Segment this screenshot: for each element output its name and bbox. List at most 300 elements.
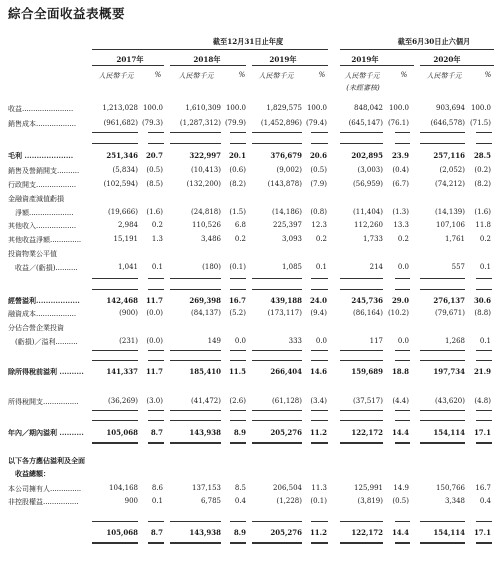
cell-value: 105,068 [106,428,138,437]
header-year-rule-5 [420,65,494,66]
cell-value: 23.9 [391,151,409,160]
total-rule [340,521,383,522]
row-label: 銷售及營銷開支.......... [8,167,80,175]
cell-value: (6.7) [392,180,409,188]
cell-value: 439,188 [270,296,302,305]
cell-value: 8.7 [150,428,163,437]
unit-2018: 人民幣千元 [178,72,214,80]
cell-value: (3.4) [310,397,327,405]
cell-value: 11.3 [311,484,327,492]
cell-value: 20.1 [228,151,246,160]
row-label: (虧損)／溢利.......... [8,338,78,346]
total-rule [395,360,410,361]
total-rule [340,132,383,133]
total-rule [395,420,410,421]
cell-value: 1,085 [281,263,302,271]
cell-value: (7.9) [310,180,327,188]
total-rule [476,278,492,279]
cell-value: 105,068 [106,528,138,537]
total-rule [476,350,492,351]
cell-value: (0.6) [229,166,246,174]
total-rule [395,442,410,444]
cell-value: (37,517) [353,397,383,405]
cell-value: (900) [119,309,138,317]
total-rule [252,420,302,421]
header-year-rule-1 [92,65,164,66]
row-label: 融資成本.................. [8,310,77,318]
total-rule [252,278,302,279]
total-rule [420,410,465,411]
cell-value: (0.8) [310,208,327,216]
cell-value: (10,413) [191,166,221,174]
cell-value: 13.3 [393,221,409,229]
total-rule [476,360,492,361]
cell-value: 257,116 [433,151,465,160]
cell-value: 1,268 [444,337,465,345]
cell-value: (14,186) [272,208,302,216]
row-label: 除所得稅前溢利 .......... [8,367,84,376]
cell-value: 30.6 [473,296,491,305]
total-rule [311,278,328,279]
cell-value: (0.5) [392,497,409,505]
cell-value: 376,679 [270,151,302,160]
cell-value: 269,398 [189,296,221,305]
cell-value: 1,733 [362,235,383,243]
total-rule [92,420,138,421]
cell-value: (3,819) [357,497,383,505]
cell-value: 0.1 [479,337,491,345]
cell-value: (36,269) [108,397,138,405]
cell-value: 11.5 [228,367,246,376]
total-rule [92,143,138,144]
total-rule [340,442,383,444]
cell-value: (231) [119,337,138,345]
row-label: 其他收益淨額.............. [8,236,82,244]
cell-value: 0.1 [151,497,163,505]
cell-value: 14.4 [391,428,409,437]
cell-value: (56,959) [353,180,383,188]
cell-value: 322,997 [189,151,221,160]
total-rule [92,410,138,411]
cell-value: 11.2 [309,428,327,437]
cell-value: (84,137) [191,309,221,317]
cell-value: 0.1 [315,263,327,271]
cell-value: 8.6 [151,484,163,492]
cell-value: 903,694 [436,104,465,112]
total-rule [476,420,492,421]
cell-value: (76.1) [387,119,409,127]
cell-value: 18.8 [391,367,409,376]
cell-value: (1.6) [474,208,491,216]
total-rule [311,442,328,444]
row-label: 行政開支.................. [8,181,77,189]
total-rule [92,542,138,544]
cell-value: (0.4) [392,166,409,174]
total-rule [311,132,328,133]
cell-value: 0.0 [315,337,327,345]
cell-value: (2,052) [439,166,465,174]
cell-value: 112,260 [354,221,383,229]
total-rule [148,542,164,544]
cell-value: 143,938 [189,428,221,437]
cell-value: 0.0 [397,263,409,271]
cell-value: 8.9 [233,428,246,437]
total-rule [252,289,302,290]
total-rule [148,521,164,522]
cell-value: (24,818) [191,208,221,216]
cell-value: (0.2) [474,166,491,174]
pct-2018: % [238,71,246,79]
cell-value: (10.2) [387,309,409,317]
cell-value: 12.3 [311,221,327,229]
total-rule [148,420,164,421]
total-rule [340,360,383,361]
unit-h2020: 人民幣千元 [426,72,462,80]
cell-value: 28.5 [473,151,491,160]
total-rule [230,278,246,279]
total-rule [420,132,465,133]
total-rule [476,521,492,522]
cell-value: 8.7 [150,528,163,537]
total-rule [311,350,328,351]
total-rule [148,350,164,351]
cell-value: 1,829,575 [266,104,302,112]
total-rule [395,143,410,144]
cell-value: 24.0 [309,296,327,305]
unaudited-note: (未經審核) [346,84,380,92]
cell-value: 202,895 [351,151,383,160]
cell-value: (645,147) [348,119,383,127]
cell-value: 159,689 [351,367,383,376]
total-rule [476,289,492,290]
cell-value: (79.9) [224,119,246,127]
total-rule [420,521,465,522]
total-rule [420,442,465,444]
cell-value: 142,468 [106,296,138,305]
cell-value: 0.4 [479,497,491,505]
cell-value: (9.4) [310,309,327,317]
cell-value: 251,346 [106,151,138,160]
total-rule [420,289,465,290]
total-rule [311,360,328,361]
total-rule [340,420,383,421]
cell-value: (1.5) [229,208,246,216]
cell-value: (8.8) [474,309,491,317]
cell-value: 141,337 [106,367,138,376]
cell-value: 0.0 [397,337,409,345]
cell-value: 1,213,028 [102,104,138,112]
cell-value: (41,472) [191,397,221,405]
cell-value: 3,348 [444,497,465,505]
total-rule [476,442,492,444]
cell-value: 143,938 [189,528,221,537]
row-label: 收益總額： [8,469,50,478]
total-rule [230,143,246,144]
row-label: 其他收入.................. [8,222,77,230]
total-rule [170,542,221,544]
total-rule [340,410,383,411]
header-group-half-rule [340,49,494,50]
total-rule [148,410,164,411]
total-rule [230,132,246,133]
total-rule [340,350,383,351]
cell-value: (0.1) [229,263,246,271]
cell-value: 266,404 [270,367,302,376]
cell-value: (8.2) [229,180,246,188]
cell-value: (79.4) [305,119,327,127]
total-rule [170,289,221,290]
row-label: 經營溢利.................. [8,296,80,305]
cell-value: 11.2 [309,528,327,537]
header-year-2017: 2017年 [116,55,144,64]
cell-value: (5,834) [112,166,138,174]
cell-value: 100.0 [388,104,409,112]
cell-value: 197,734 [433,367,465,376]
total-rule [340,143,383,144]
cell-value: 100.0 [306,104,327,112]
header-half-2020: 2020年 [433,55,461,64]
cell-value: 110,526 [192,221,221,229]
cell-value: 17.1 [473,428,491,437]
cell-value: (4.4) [392,397,409,405]
total-rule [252,132,302,133]
cell-value: (14,139) [435,208,465,216]
row-label: 本公司擁有人.............. [8,485,82,493]
total-rule [420,350,465,351]
unit-h2019: 人民幣千元 [344,72,380,80]
cell-value: 0.2 [234,235,246,243]
total-rule [252,410,302,411]
cell-value: (1,228) [276,497,302,505]
cell-value: 0.2 [397,235,409,243]
cell-value: 1,761 [444,235,465,243]
cell-value: 104,168 [109,484,138,492]
total-rule [420,143,465,144]
row-label: 以下各方應佔溢利及全面 [8,456,85,465]
total-rule [230,360,246,361]
cell-value: (132,200) [186,180,221,188]
cell-value: 0.1 [151,263,163,271]
header-year-rule-4 [340,65,414,66]
cell-value: 107,106 [436,221,465,229]
cell-value: 154,114 [433,528,465,537]
total-rule [395,350,410,351]
header-group-year: 截至12月31日止年度 [212,37,284,46]
row-label: 金融資產減值虧損 [8,195,64,203]
total-rule [230,410,246,411]
cell-value: 11.8 [475,221,491,229]
total-rule [252,542,302,544]
cell-value: 0.2 [315,235,327,243]
total-rule [170,278,221,279]
cell-value: (3,003) [357,166,383,174]
total-rule [252,360,302,361]
cell-value: (646,578) [430,119,465,127]
total-rule [92,350,138,351]
cell-value: 557 [451,263,465,271]
total-rule [252,521,302,522]
total-rule [170,521,221,522]
total-rule [92,442,138,444]
header-year-2019: 2019年 [269,55,297,64]
total-rule [92,278,138,279]
cell-value: 20.7 [145,151,163,160]
total-rule [148,442,164,444]
total-rule [395,410,410,411]
cell-value: 900 [124,497,138,505]
unit-2017: 人民幣千元 [98,72,134,80]
cell-value: 333 [288,337,302,345]
cell-value: 100.0 [142,104,163,112]
row-label: 投資物業公平值 [8,250,57,258]
total-rule [230,350,246,351]
row-label: 銷售成本.................. [8,120,77,128]
cell-value: 20.6 [309,151,327,160]
total-rule [92,360,138,361]
cell-value: (3.0) [146,397,163,405]
cell-value: 21.9 [473,367,491,376]
total-rule [340,289,383,290]
cell-value: 0.4 [234,497,246,505]
row-label: 收益／(虧損).......... [8,264,78,272]
cell-value: 848,042 [354,104,383,112]
total-rule [230,521,246,522]
cell-value: (961,682) [103,119,138,127]
cell-value: (8.5) [146,180,163,188]
cell-value: 6.8 [234,221,246,229]
cell-value: 11.7 [145,296,163,305]
cell-value: (173,117) [267,309,302,317]
total-rule [148,289,164,290]
total-rule [340,542,383,544]
row-label: 毛利 .................... [8,151,74,160]
total-rule [148,132,164,133]
pct-h2019: % [400,71,408,79]
cell-value: (0.0) [146,337,163,345]
total-rule [395,132,410,133]
header-group-year-rule [92,49,328,50]
cell-value: 0.2 [151,221,163,229]
cell-value: 185,410 [189,367,221,376]
total-rule [476,132,492,133]
page-title: 綜合全面收益表概要 [8,6,126,21]
total-rule [170,360,221,361]
cell-value: (61,128) [272,397,302,405]
total-rule [420,542,465,544]
cell-value: 8.5 [234,484,246,492]
cell-value: 8.9 [233,528,246,537]
cell-value: 6,785 [200,497,221,505]
total-rule [395,521,410,522]
total-rule [92,521,138,522]
cell-value: (9,002) [276,166,302,174]
cell-value: (1,287,312) [179,119,221,127]
cell-value: 205,276 [270,428,302,437]
cell-value: 14.9 [393,484,409,492]
total-rule [92,132,138,133]
header-group-half: 截至6月30日止六個月 [397,37,471,46]
total-rule [252,442,302,444]
cell-value: 125,991 [354,484,383,492]
total-rule [311,521,328,522]
cell-value: 214 [369,263,383,271]
total-rule [420,360,465,361]
cell-value: 14.4 [391,528,409,537]
cell-value: 122,172 [351,528,383,537]
cell-value: 122,172 [351,428,383,437]
cell-value: (102,594) [103,180,138,188]
cell-value: 245,736 [351,296,383,305]
cell-value: 15,191 [113,235,138,243]
cell-value: 2,984 [117,221,138,229]
cell-value: 1,610,309 [185,104,221,112]
cell-value: (1,452,896) [260,119,302,127]
cell-value: (11,404) [353,208,383,216]
total-rule [230,442,246,444]
cell-value: 0.2 [479,235,491,243]
total-rule [311,420,328,421]
total-rule [148,143,164,144]
cell-value: 276,137 [433,296,465,305]
row-label: 分佔合營企業投資 [8,324,64,332]
total-rule [476,410,492,411]
cell-value: (86,164) [353,309,383,317]
cell-value: 17.1 [473,528,491,537]
total-rule [340,278,383,279]
pct-2019: % [318,71,326,79]
total-rule [170,350,221,351]
cell-value: (2.6) [229,397,246,405]
cell-value: 150,766 [436,484,465,492]
header-year-rule-3 [252,65,328,66]
row-label: 非控股權益................ [8,498,79,506]
row-label: 淨額.................... [8,209,74,217]
total-rule [311,143,328,144]
cell-value: (0.0) [146,309,163,317]
total-rule [170,420,221,421]
total-rule [395,278,410,279]
total-rule [148,360,164,361]
total-rule [230,542,246,544]
pct-h2020: % [484,71,492,79]
total-rule [252,143,302,144]
header-half-2019: 2019年 [351,55,379,64]
total-rule [311,542,328,544]
cell-value: 100.0 [225,104,246,112]
total-rule [170,132,221,133]
cell-value: (0.1) [310,497,327,505]
total-rule [420,278,465,279]
cell-value: 1.3 [151,235,163,243]
row-label: 所得稅開支................ [8,398,79,406]
cell-value: (71.5) [469,119,491,127]
cell-value: 29.0 [391,296,409,305]
cell-value: 225,397 [273,221,302,229]
cell-value: 3,486 [200,235,221,243]
total-rule [92,289,138,290]
cell-value: 205,276 [270,528,302,537]
cell-value: 16.7 [228,296,246,305]
total-rule [311,289,328,290]
cell-value: (1.6) [146,208,163,216]
header-year-2018: 2018年 [193,55,221,64]
total-rule [230,289,246,290]
cell-value: 117 [369,337,383,345]
cell-value: 100.0 [470,104,491,112]
cell-value: (8.2) [474,180,491,188]
cell-value: (79.3) [141,119,163,127]
cell-value: (1.3) [392,208,409,216]
